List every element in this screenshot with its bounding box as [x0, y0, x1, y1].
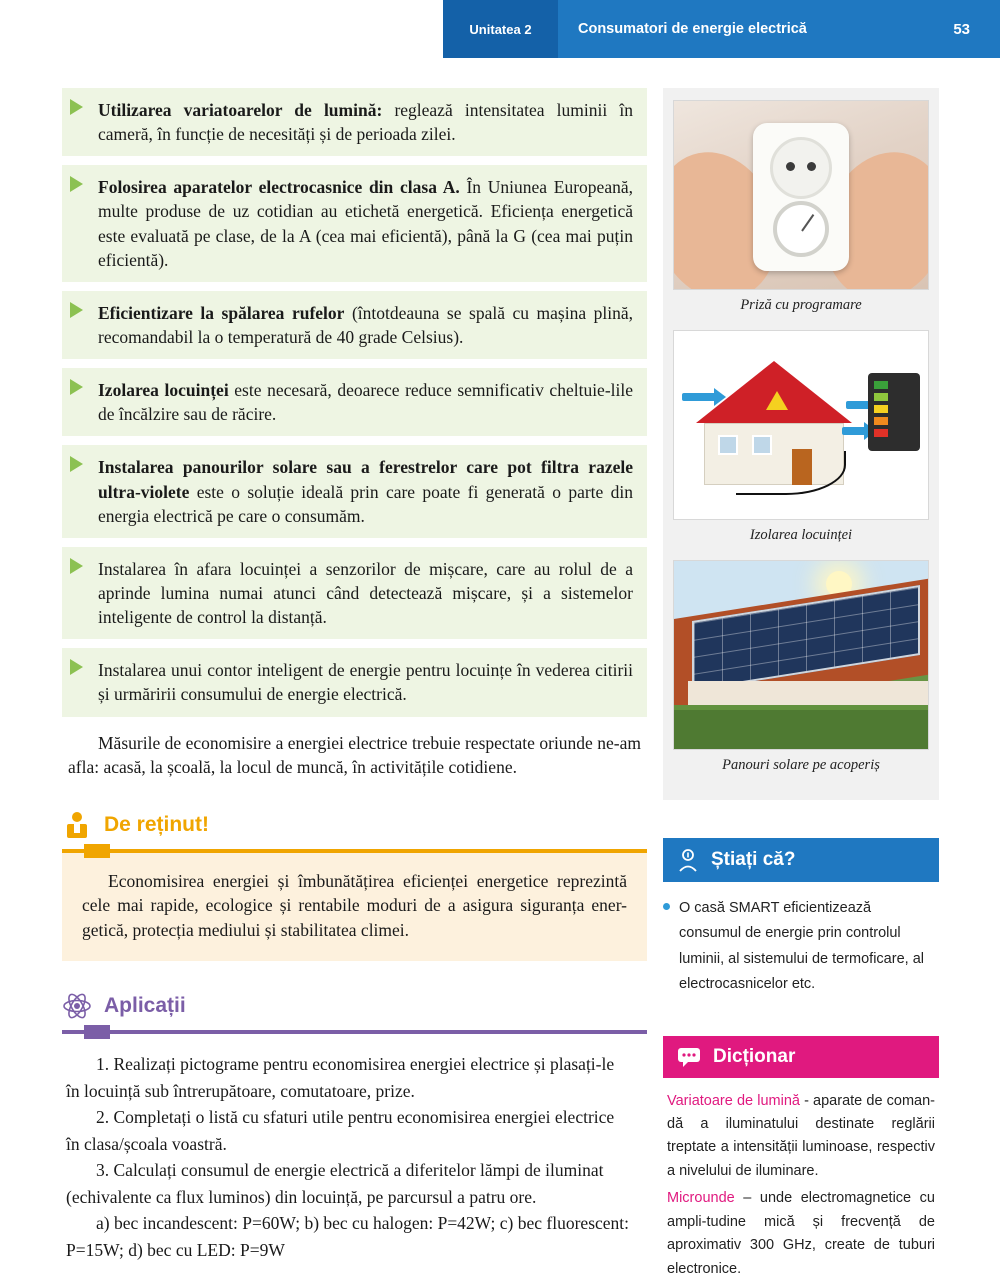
list-item: în clasa/școala voastră.	[66, 1133, 227, 1154]
solar-photo	[673, 560, 929, 750]
dictionar-body	[663, 1078, 939, 1282]
list-item	[62, 291, 647, 359]
bullet-text: este o soluție ideală prin care poate fi generată o parte din energia electrică pe care o consumăm.	[98, 481, 633, 526]
dictionary-entry	[667, 1187, 935, 1281]
bullet-text: (întotdeauna se spală cu mașina plină, recomandabil la o temperatură de 40 grade Celsius).	[98, 302, 633, 347]
bullet-text: În Uniunea Europeană, multe produse de uz cotidian au etichetă energetică. Eficiența energetică este evaluată pe clase, de la A (cea mai eficientă), până la G (cea mai puțin eficientă).	[98, 177, 633, 270]
list-item: în locuință sub întrerupătoare, comutatoare, prize.	[66, 1080, 415, 1101]
info-person-icon	[677, 848, 699, 872]
dictionary-term: Variatoare de lumină	[667, 1092, 800, 1109]
stiati-body	[663, 882, 939, 998]
figure-caption: Izolarea locuinței	[749, 527, 853, 543]
bullet-lead: Izolarea locuinței	[98, 380, 229, 401]
stiati-text: O casă SMART eficientizează consumul de energie prin controlul luminii, al sistemului de termoficare, al electrocasnicelor etc.	[679, 900, 924, 993]
section-header-stiati	[663, 838, 939, 882]
unit-label: Unitatea 2	[443, 0, 558, 58]
dictionary-entry	[667, 1090, 935, 1184]
bullet-text: Instalarea unui contor inteligent de energie pentru locuințe în vederea citirii și urmăririi consumului de energie electrică.	[98, 660, 633, 705]
note-box: Economisirea energiei și îmbunătățirea eficienței energetice reprezintă cele mai rapide, ecologice și rentabile moduri de a asigura siguranța ener-getică, protecția mediului și stabilitatea climei.	[62, 853, 647, 962]
bullet-lead: Eficientizare la spălarea rufelor	[98, 302, 345, 323]
bookmark-person-icon	[62, 810, 92, 840]
page-title: Consumatori de energie electrică	[578, 21, 807, 37]
section-header-aplicatii	[62, 991, 647, 1021]
list-item: 1. Realizați pictograme pentru economisirea energiei electrice și plasați-le	[96, 1054, 615, 1075]
socket-photo	[673, 100, 929, 290]
atom-icon	[62, 991, 92, 1021]
dictionary-definition: - aparate de coman-dă a iluminatului destinate reglării treptate a intensității luminoase, respectiv a nivelului de iluminare.	[667, 1092, 935, 1179]
bullet-lead: Instalarea panourilor solare sau a ferestrelor care pot filtra razele ultra-violete	[98, 457, 633, 502]
list-item	[62, 88, 647, 156]
bullet-lead: Utilizarea variatoarelor de lumină:	[98, 100, 383, 120]
figure-panel	[663, 88, 939, 800]
figure-caption: Priză cu programare	[740, 297, 862, 313]
section-header-retinut	[62, 810, 647, 840]
figure-solar-panels	[673, 560, 929, 784]
main-content	[62, 88, 647, 1264]
divider-purple	[62, 1030, 647, 1034]
applications-list	[62, 1052, 647, 1262]
bullet-lead: Folosirea aparatelor electrocasnice din clasa A.	[98, 177, 460, 198]
bullet-text: reglează intensitatea luminii în cameră, în funcție de necesități și de perioada zilei.	[98, 100, 633, 145]
list-item	[62, 368, 647, 436]
bullet-text: este necesară, deoarece reduce semnificativ cheltuie-lile de încălzire sau de răcire.	[98, 380, 634, 425]
list-item	[62, 648, 647, 716]
section-title: Aplicații	[104, 994, 186, 1018]
section-header-dictionar	[663, 1036, 939, 1078]
figure-programmable-socket	[673, 100, 929, 324]
figure-caption: Panouri solare pe acoperiș	[722, 757, 880, 773]
section-title: Dicționar	[713, 1045, 796, 1067]
section-title: Știați că?	[711, 849, 796, 870]
header-title-bar	[558, 0, 1000, 58]
bullet-text: Instalarea în afara locuinței a senzorilor de mișcare, care au rolul de a aprinde lumina numai atunci când detectează mișcare, și a sistemelor inteligente de control la distanță.	[98, 558, 633, 628]
list-item	[62, 165, 647, 282]
sidebar	[663, 88, 939, 1285]
dictionary-definition: – unde electromagnetice cu ampli-tudine mică și frecvență de aproximativ 300 GHz, create de tuburi electronice.	[667, 1190, 935, 1277]
closing-paragraph: Măsurile de economisire a energiei electrice trebuie respectate oriunde ne-am afla: acasă, la școală, la locul de muncă, în activitățile cotidiene.	[68, 732, 641, 778]
list-item: 2. Completați o listă cu sfaturi utile pentru economisirea energiei electrice	[96, 1107, 615, 1128]
bullet-dot-icon	[663, 903, 670, 910]
list-item: 3. Calculați consumul de energie electrică a diferitelor lămpi de iluminat	[96, 1160, 604, 1181]
list-item: a) bec incandescent: P=60W; b) bec cu halogen: P=42W; c) bec fluorescent:	[96, 1213, 630, 1234]
list-item: (echivalente ca flux luminos) din locuință, pe parcursul a patru ore.	[66, 1186, 537, 1207]
divider-orange	[62, 849, 647, 853]
page-number: 53	[953, 20, 970, 38]
section-title: De reținut!	[104, 812, 209, 836]
speech-bubble-icon	[677, 1047, 701, 1067]
dictionary-term: Microunde	[667, 1190, 735, 1207]
list-item: P=15W; d) bec cu LED: P=9W	[66, 1239, 285, 1260]
list-item	[62, 547, 647, 639]
list-item	[62, 445, 647, 537]
house-illustration	[673, 330, 929, 520]
page-header	[443, 0, 1000, 58]
figure-house-insulation	[673, 330, 929, 554]
